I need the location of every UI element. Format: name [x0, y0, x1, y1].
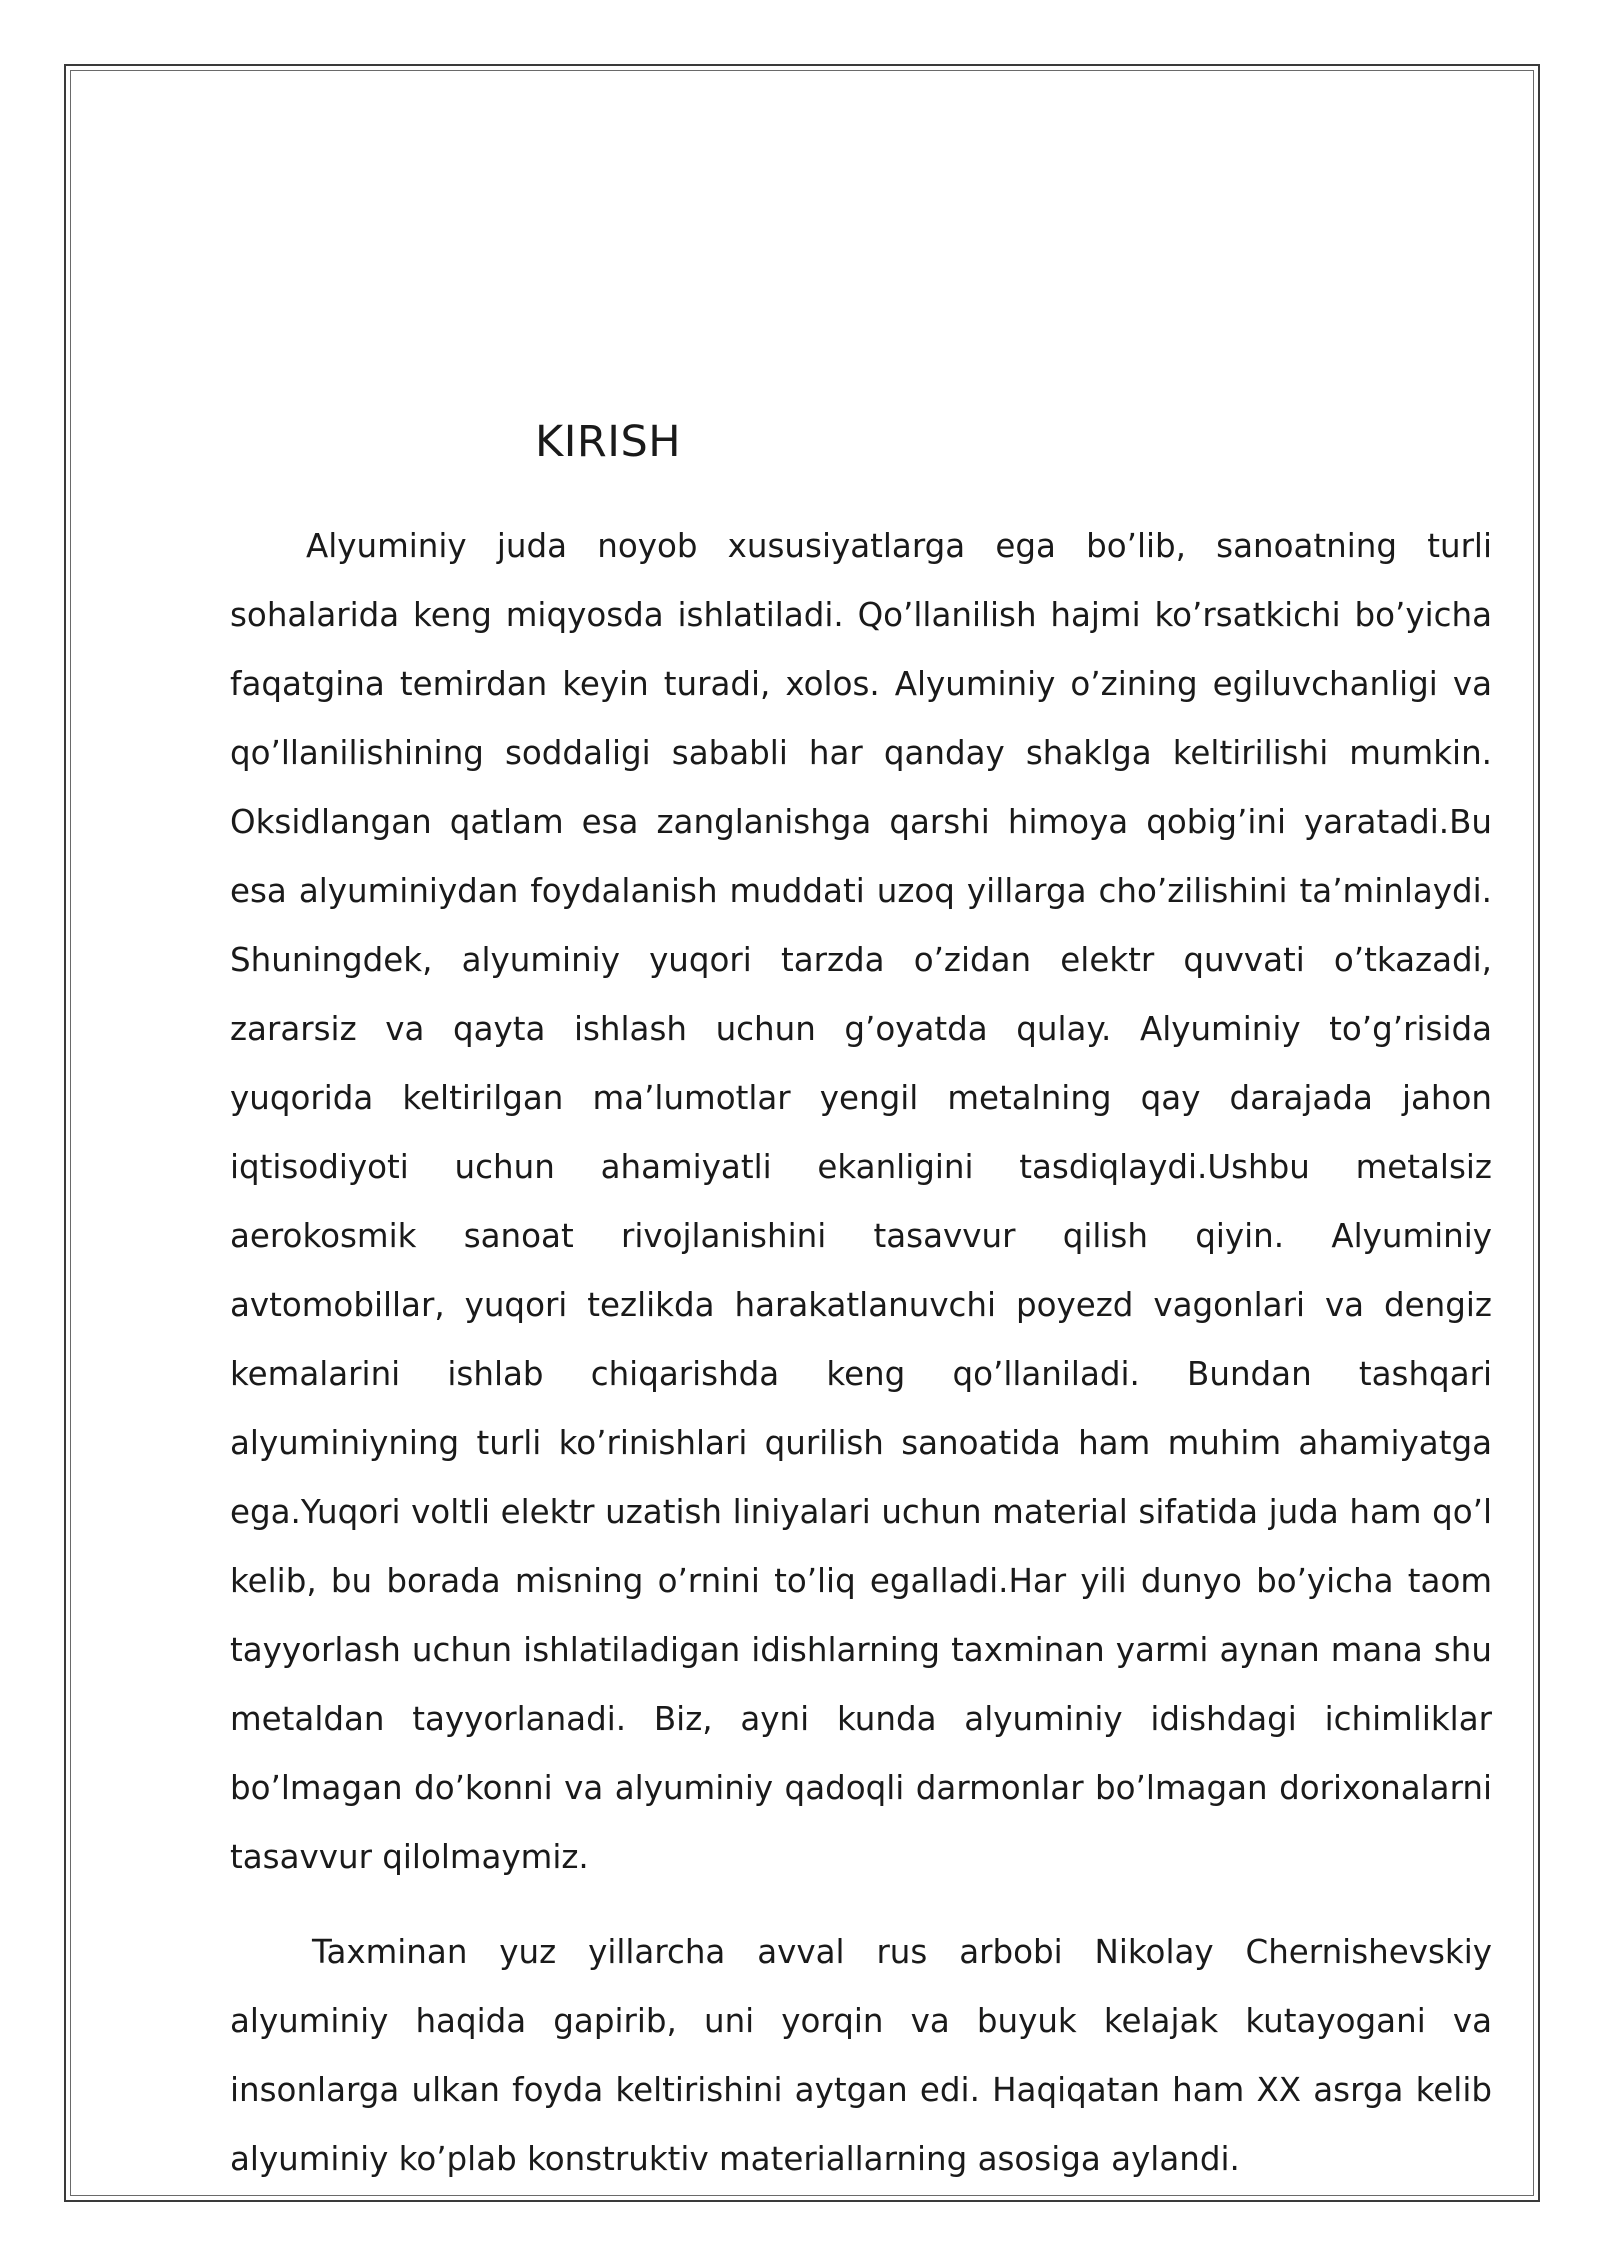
page-title: KIRISH	[535, 417, 682, 467]
page-content	[230, 412, 1492, 2220]
paragraph-intro: Alyuminiy juda noyob xususiyatlarga ega bo’lib, sanoatning turli sohalarida keng miqyosda ishlatiladi. Qo’llanilish hajmi ko’rsatkichi bo’yicha faqatgina temirdan keyin turadi, xolos. Alyuminiy o’zining egiluvchanligi va qo’llanilishining soddaligi sababli har qanday shaklga keltirilishi mumkin. Oksidlangan qatlam esa zanglanishga qarshi himoya qobig’ini yaratadi.Bu esa alyuminiydan foydalanish muddati uzoq yillarga cho’zilishini ta’minlaydi. Shuningdek, alyuminiy yuqori tarzda o’zidan elektr quvvati o’tkazadi, zararsiz va qayta ishlash uchun g’oyatda qulay. Alyuminiy to’g’risida yuqorida keltirilgan ma’lumotlar yengil metalning qay darajada jahon iqtisodiyoti uchun ahamiyatli ekanligini tasdiqlaydi.Ushbu metalsiz aerokosmik sanoat rivojlanishini tasavvur qilish qiyin. Alyuminiy avtomobillar, yuqori tezlikda harakatlanuvchi poyezd vagonlari va dengiz kemalarini ishlab chiqarishda keng qo’llaniladi. Bundan tashqari alyuminiyning turli ko’rinishlari qurilish sanoatida ham muhim ahamiyatga ega.Yuqori voltli elektr uzatish liniyalari uchun material sifatida juda ham qo’l kelib, bu borada misning o’rnini to’liq egalladi.Har yili dunyo bo’yicha taom tayyorlash uchun ishlatiladigan idishlarning taxminan yarmi aynan mana shu metaldan tayyorlanadi. Biz, ayni kunda alyuminiy idishdagi ichimliklar bo’lmagan do’konni va alyuminiy qadoqli darmonlar bo’lmagan dorixonalarni tasavvur qilolmaymiz.	[230, 527, 1492, 1876]
paragraph-history: Taxminan yuz yillarcha avval rus arbobi Nikolay Chernishevskiy alyuminiy haqida gapirib, uni yorqin va buyuk kelajak kutayogani va insonlarga ulkan foyda keltirishini aytgan edi. Haqiqatan ham XX asrga kelib alyuminiy ko’plab konstruktiv materiallarning asosiga aylandi.	[230, 1933, 1492, 2178]
